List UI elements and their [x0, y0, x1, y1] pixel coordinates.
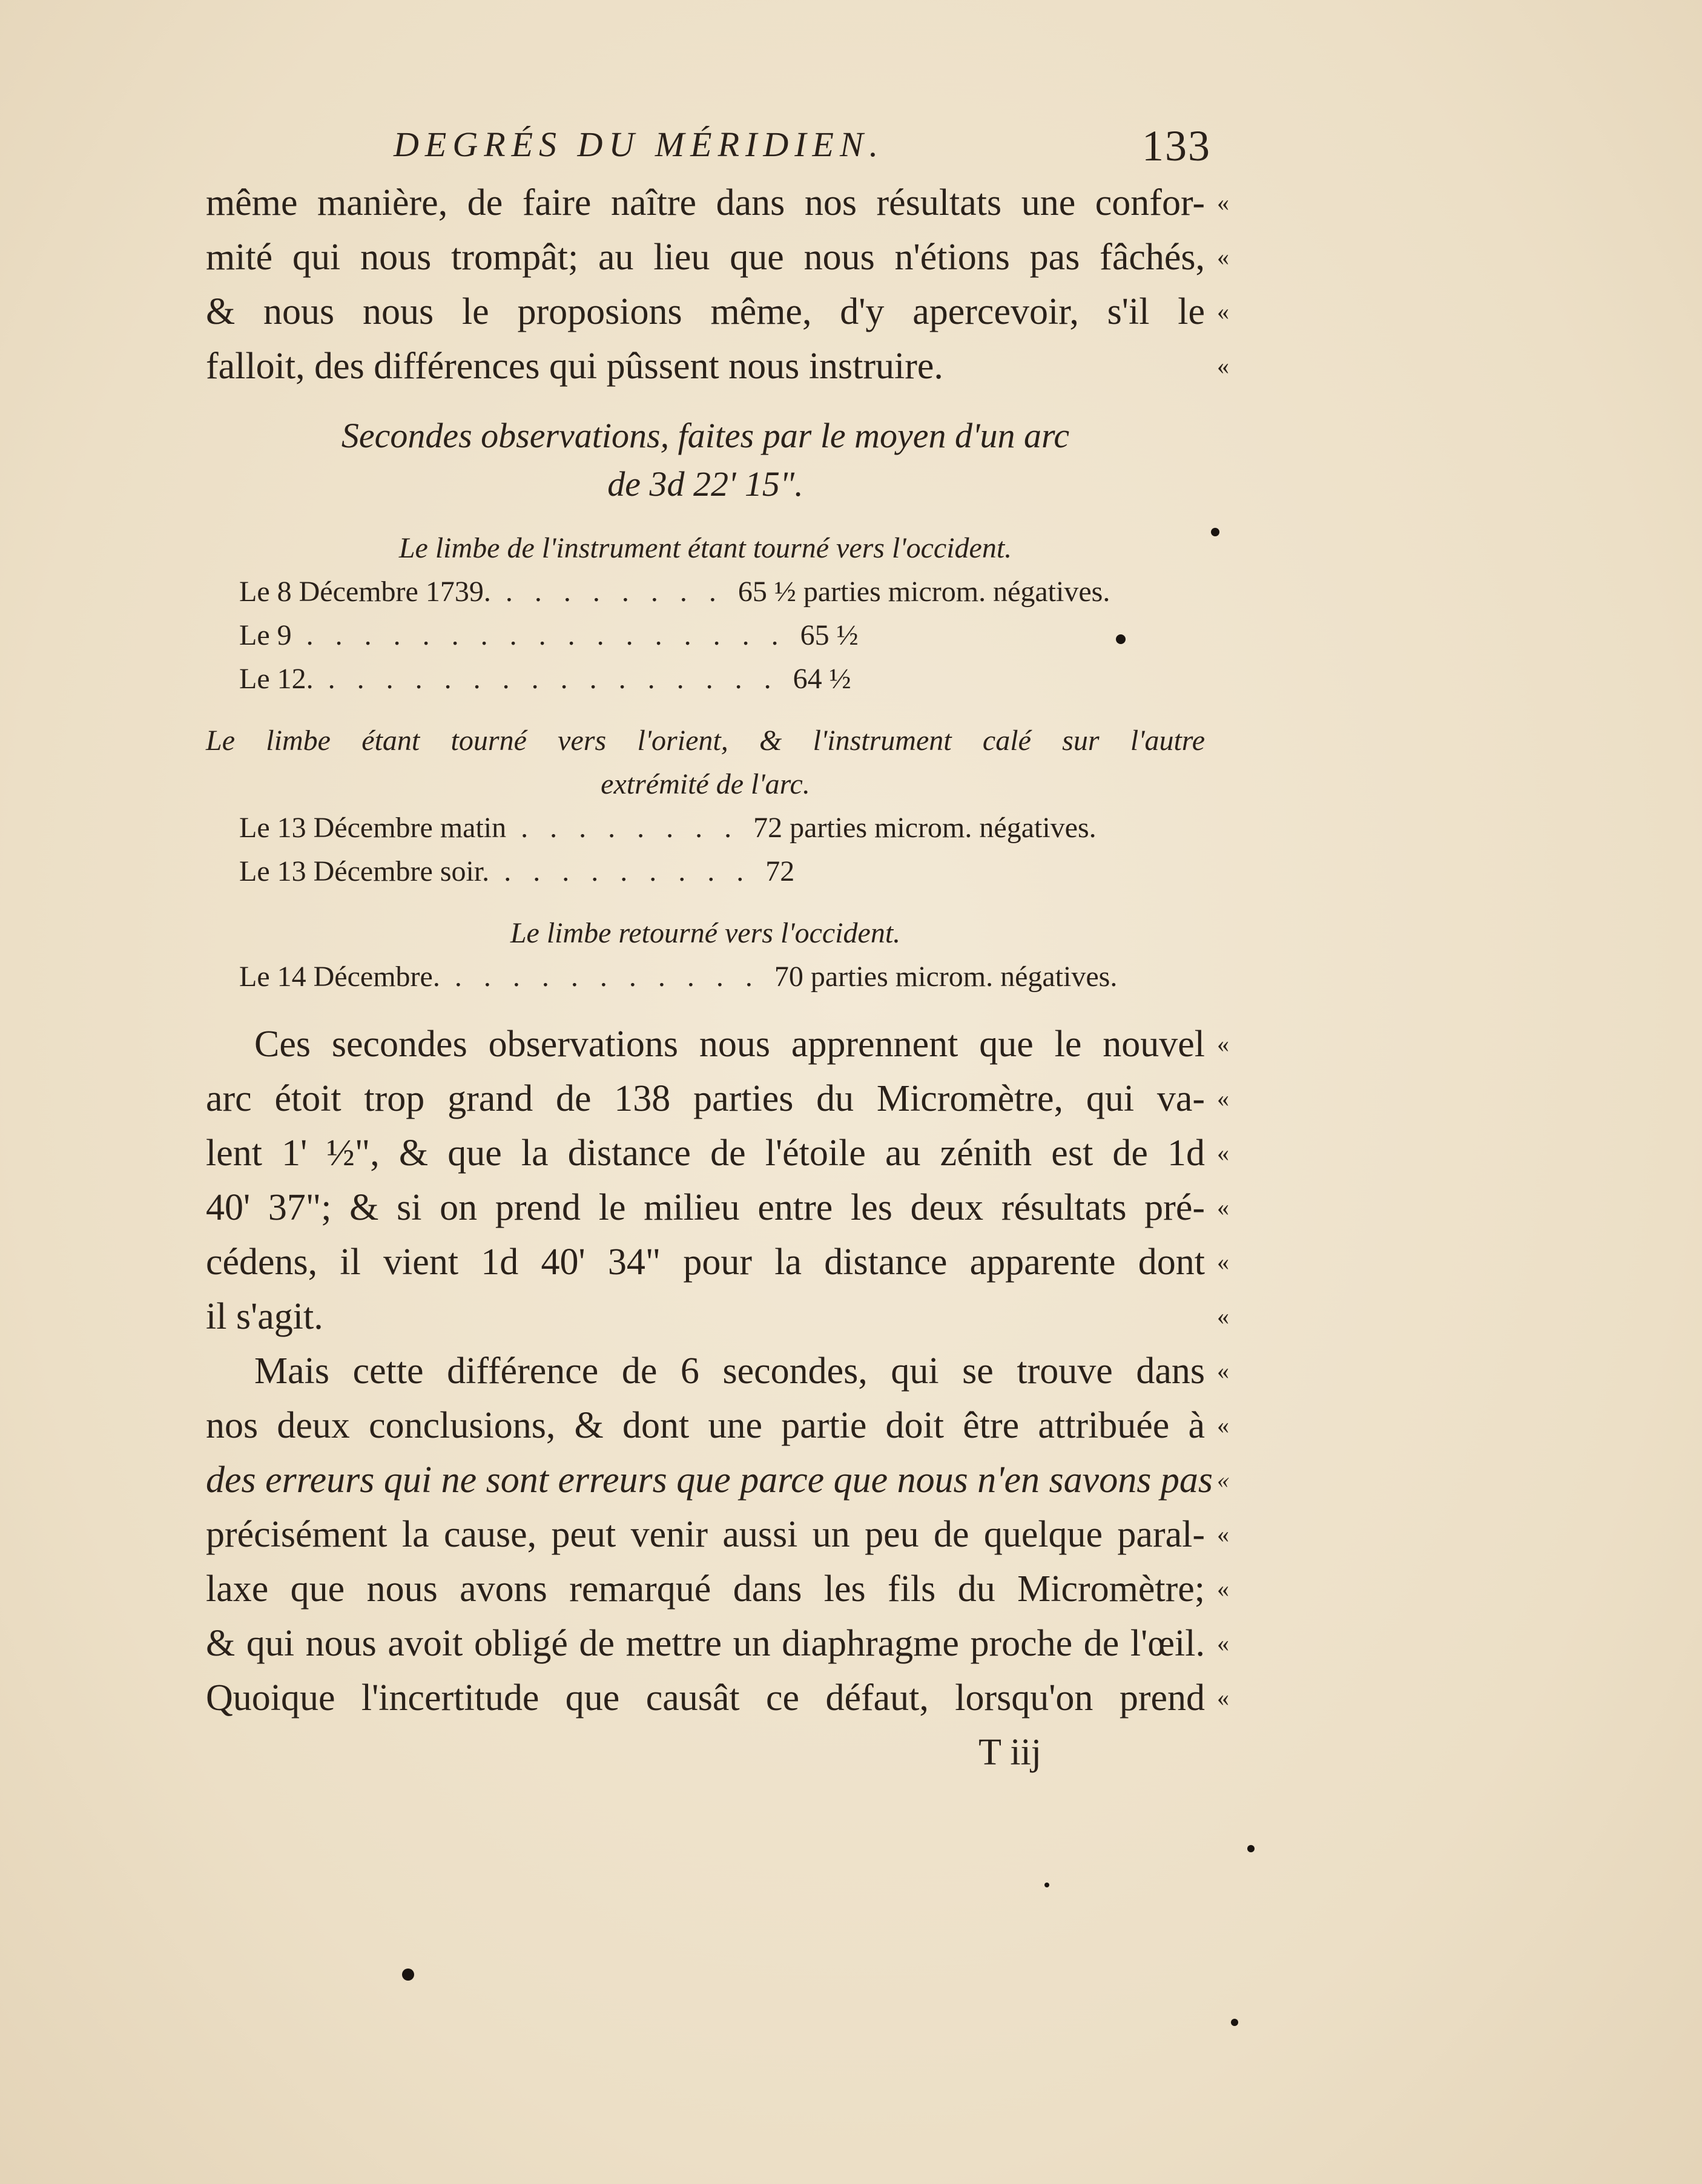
- group-label: extrémité de l'arc.: [601, 768, 810, 800]
- text-line: 40' 37"; & si on prend le milieu entre les deux résultats pré- «: [206, 1180, 1205, 1235]
- text-line: même manière, de faire naître dans nos résultats une confor- «: [206, 176, 1205, 230]
- quote-mark: «: [1217, 1630, 1229, 1657]
- observation-row: Le 12. . . . . . . . . . . . . . . . . 64 ½: [239, 663, 851, 695]
- text-line: il s'agit. «: [206, 1289, 1205, 1344]
- observation-row: Le 13 Décembre matin . . . . . . . . 72 parties microm. négatives.: [239, 812, 1097, 844]
- quote-mark: «: [1217, 1030, 1229, 1057]
- quote-mark: «: [1217, 1139, 1229, 1166]
- ink-spot: [1116, 634, 1126, 644]
- observation-row: Le 9 . . . . . . . . . . . . . . . . . 65 ½: [239, 619, 859, 651]
- catchword: T iij: [978, 1732, 1041, 1773]
- quote-mark: «: [1217, 189, 1229, 216]
- quote-mark: «: [1217, 1521, 1229, 1548]
- page-body: [206, 176, 1229, 1780]
- quote-mark: «: [1217, 1085, 1229, 1112]
- quote-mark: «: [1217, 352, 1229, 380]
- running-header: [394, 115, 1211, 176]
- text-line: des erreurs qui ne sont erreurs que parce que nous n'en savons pas «: [206, 1453, 1205, 1507]
- quote-mark: «: [1217, 298, 1229, 325]
- text-line: lent 1' ½", & que la distance de l'étoile au zénith est de 1d «: [206, 1126, 1205, 1180]
- quote-mark: «: [1217, 243, 1229, 271]
- quote-mark: «: [1217, 1357, 1229, 1384]
- ink-spot: [402, 1969, 414, 1981]
- quote-mark: «: [1217, 1684, 1229, 1711]
- text-line: arc étoit trop grand de 138 parties du Micromètre, qui va- «: [206, 1071, 1205, 1126]
- group-label: Le limbe étant tourné vers l'orient, & l'instrument calé sur l'autre: [206, 725, 1205, 757]
- text-line: cédens, il vient 1d 40' 34" pour la distance apparente dont «: [206, 1235, 1205, 1289]
- group-label: Le limbe de l'instrument étant tourné vers l'occident.: [398, 532, 1012, 564]
- quote-mark: «: [1217, 1466, 1229, 1493]
- observation-row: Le 13 Décembre soir. . . . . . . . . . 72: [239, 855, 795, 887]
- text-line: Quoique l'incertitude que causât ce défaut, lorsqu'on prend «: [206, 1671, 1205, 1725]
- text-line: falloit, des différences qui pûssent nous instruire. «: [206, 339, 1205, 393]
- text-line: Ces secondes observations nous apprennent que le nouvel «: [206, 1017, 1205, 1071]
- text-line: & nous nous le proposions même, d'y apercevoir, s'il le «: [206, 285, 1205, 339]
- running-title: DEGRÉS DU MÉRIDIEN.: [394, 125, 885, 164]
- quote-mark: «: [1217, 1248, 1229, 1275]
- section-heading: Secondes observations, faites par le moyen d'un arc: [341, 416, 1070, 455]
- observation-row: Le 14 Décembre. . . . . . . . . . . . 70 parties microm. négatives.: [239, 961, 1118, 993]
- group-label: Le limbe retourné vers l'occident.: [510, 917, 901, 949]
- ink-spot: [1044, 1883, 1049, 1887]
- quote-mark: «: [1217, 1575, 1229, 1602]
- quote-mark: «: [1217, 1412, 1229, 1439]
- ink-spot: [1231, 2019, 1238, 2026]
- section-heading-arc: de 3d 22' 15".: [607, 464, 803, 504]
- ink-spot: [1211, 528, 1219, 536]
- observation-row: Le 8 Décembre 1739. . . . . . . . . 65 ½ parties microm. négatives.: [239, 576, 1110, 608]
- quote-mark: «: [1217, 1194, 1229, 1221]
- quote-mark: «: [1217, 1303, 1229, 1330]
- text-line: nos deux conclusions, & dont une partie doit être attribuée à «: [206, 1398, 1205, 1453]
- text-line: mité qui nous trompât; au lieu que nous n'étions pas fâchés, «: [206, 230, 1205, 285]
- text-line: laxe que nous avons remarqué dans les fils du Micromètre; «: [206, 1562, 1205, 1616]
- text-line: précisément la cause, peut venir aussi un peu de quelque paral- «: [206, 1507, 1205, 1562]
- text-line: Mais cette différence de 6 secondes, qui se trouve dans «: [206, 1344, 1205, 1398]
- text-line: & qui nous avoit obligé de mettre un diaphragme proche de l'œil. «: [206, 1616, 1205, 1671]
- ink-spot: [1247, 1845, 1255, 1852]
- page-number: 133: [1142, 122, 1211, 170]
